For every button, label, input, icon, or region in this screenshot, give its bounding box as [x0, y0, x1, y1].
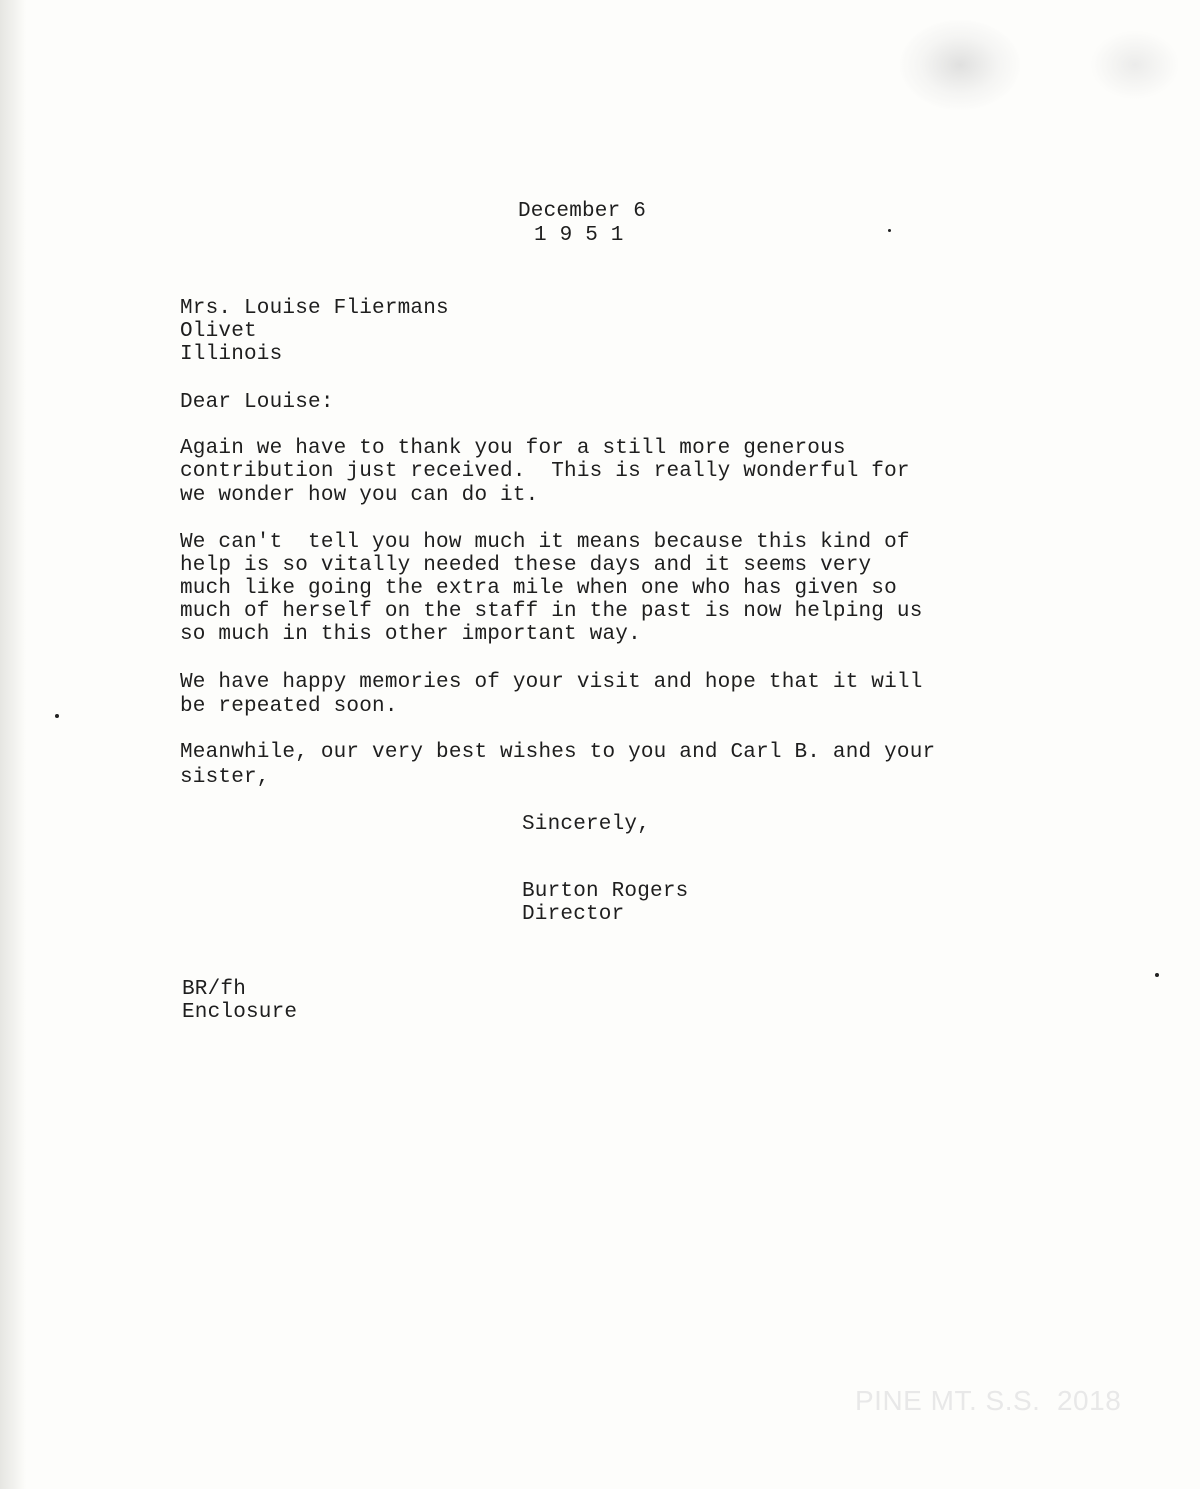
- paragraph-1-line-2: contribution just received. This is really wonderful for: [180, 460, 910, 483]
- ink-speck: [55, 714, 59, 718]
- paragraph-1-line-1: Again we have to thank you for a still more generous: [180, 437, 846, 460]
- paragraph-4-line-2: sister,: [180, 766, 270, 789]
- date-month-day: December 6: [518, 200, 647, 223]
- reference-enclosure: Enclosure: [182, 1001, 298, 1024]
- paper-smudge: [900, 20, 1020, 110]
- paragraph-2-line-4: much of herself on the staff in the past is now helping us: [180, 600, 923, 623]
- paragraph-2-line-5: so much in this other important way.: [180, 623, 641, 646]
- closing: Sincerely,: [522, 813, 651, 836]
- signature-name: Burton Rogers: [522, 880, 689, 903]
- paragraph-3-line-1: We have happy memories of your visit and hope that it will: [180, 671, 923, 694]
- address-name: Mrs. Louise Fliermans: [180, 297, 449, 320]
- paragraph-2-line-1: We can't tell you how much it means because this kind of: [180, 531, 910, 554]
- paragraph-4-line-1: Meanwhile, our very best wishes to you and Carl B. and your: [180, 741, 936, 764]
- paragraph-3-line-2: be repeated soon.: [180, 695, 398, 718]
- signature-title: Director: [522, 903, 625, 926]
- reference-initials: BR/fh: [182, 978, 247, 1001]
- paragraph-2-line-2: help is so vitally needed these days and it seems very: [180, 554, 872, 577]
- address-state: Illinois: [180, 343, 283, 366]
- address-city: Olivet: [180, 320, 257, 343]
- date-year: 1 9 5 1: [534, 224, 624, 247]
- paragraph-2-line-3: much like going the extra mile when one who has given so: [180, 577, 897, 600]
- paper-smudge-secondary: [1090, 30, 1180, 100]
- ink-speck: [1155, 973, 1159, 977]
- paragraph-1-line-3: we wonder how you can do it.: [180, 484, 539, 507]
- ink-speck: [888, 229, 891, 232]
- salutation: Dear Louise:: [180, 391, 334, 414]
- archive-watermark: PINE MT. S.S. 2018: [855, 1385, 1122, 1416]
- paper-edge-shadow: [0, 0, 26, 1489]
